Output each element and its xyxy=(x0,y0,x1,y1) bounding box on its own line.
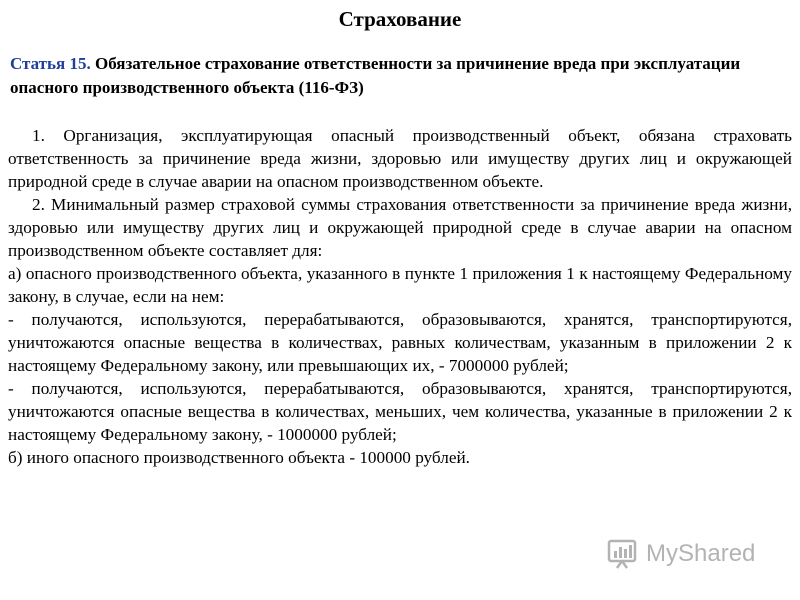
paragraph-b: б) иного опасного производственного объекта - 100000 рублей. xyxy=(8,448,470,467)
paragraph-a: а) опасного производственного объекта, указанного в пункте 1 приложения 1 к настоящему Федеральному закону, в случае, если на нем: xyxy=(8,264,792,306)
article-number: Статья 15. xyxy=(10,54,91,73)
slide-title: Страхование xyxy=(338,7,462,31)
paragraph-dash-1: - получаются, используются, перерабатываются, образовываются, хранятся, транспортируются, уничтожаются опасные вещества в количествах, равных количествам, указанным в приложении 2 к настоящему Федеральному закону, или превышающих их, - 7000000 рублей; xyxy=(8,310,792,375)
article-body xyxy=(8,124,792,469)
paragraph-dash-2: - получаются, используются, перерабатываются, образовываются, хранятся, транспортируются, уничтожаются опасные вещества в количествах, меньших, чем количества, указанные в приложении 2 к настоящему Федеральному закону, - 1000000 рублей; xyxy=(8,379,792,444)
paragraph-2: 2. Минимальный размер страховой суммы страхования ответственности за причинение вреда жизни, здоровью или имуществу других лиц и окружающей природной среде в случае аварии на опасном производственном объекте составляет для: xyxy=(8,195,792,260)
paragraph-1: 1. Организация, эксплуатирующая опасный производственный объект, обязана страховать ответственность за причинение вреда жизни, здоровью или имуществу других лиц и окружающей природной среде в случае аварии на опасном производственном объекте. xyxy=(8,126,792,191)
watermark-text: MyShared xyxy=(646,540,756,567)
article-title: Обязательное страхование ответственности за причинение вреда при эксплуатации опасного производственного объекта (116-ФЗ) xyxy=(10,54,741,97)
article-heading xyxy=(10,52,770,100)
watermark xyxy=(606,534,771,574)
myshared-logo-icon xyxy=(606,537,640,571)
